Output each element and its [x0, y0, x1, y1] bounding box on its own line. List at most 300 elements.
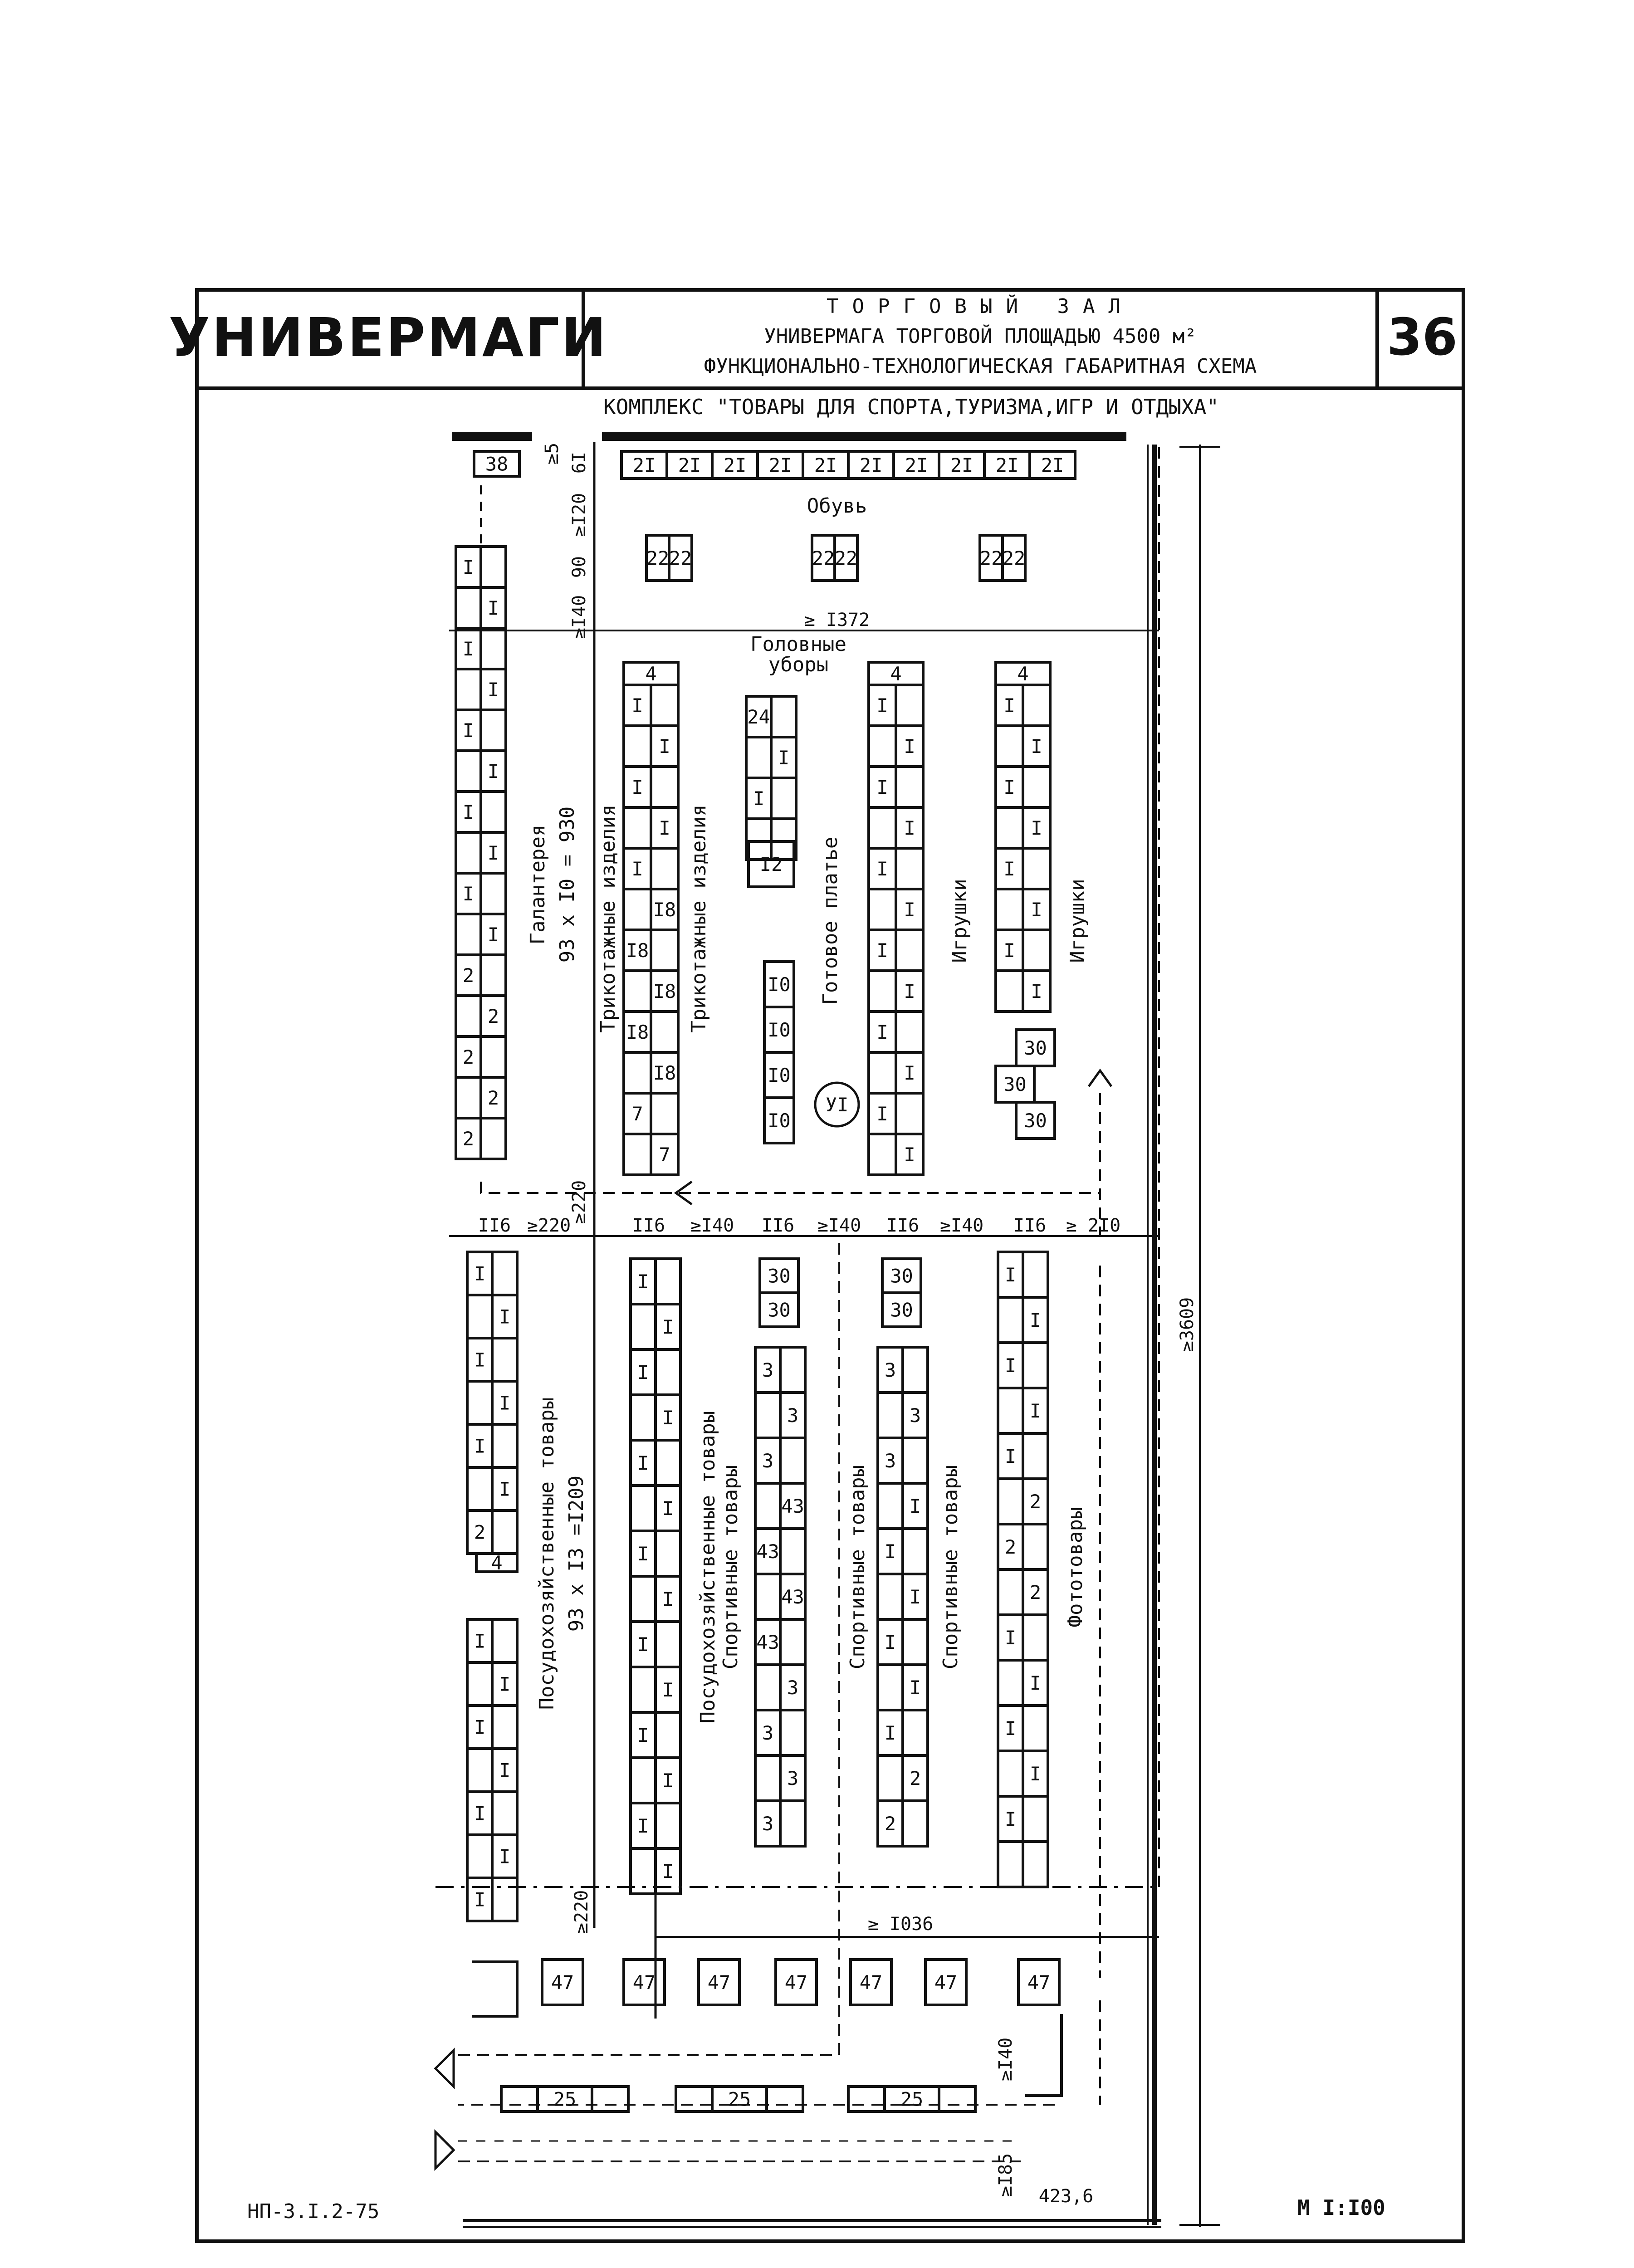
stand-cell	[780, 1438, 805, 1483]
stand-cell	[903, 1619, 928, 1665]
wall-bar-top	[603, 433, 1125, 440]
fixture-label: I	[884, 1540, 896, 1563]
fixture-label: I	[778, 747, 790, 769]
fixture-label: 3	[787, 1767, 799, 1789]
stand-cell	[456, 669, 481, 710]
stand-cell	[456, 587, 481, 628]
fixture-label: I	[659, 735, 670, 758]
fixture-label: 47	[551, 1971, 574, 1994]
fixture-label: I	[637, 1543, 649, 1565]
fixture-label: 2	[1029, 1491, 1042, 1513]
fixture-label: I	[487, 924, 499, 946]
stand-cell	[656, 1349, 680, 1395]
stand-cell	[624, 1134, 651, 1175]
fixture-label: 25	[728, 2088, 751, 2111]
fixture-label: I	[1029, 1763, 1042, 1785]
brand-title: УНИВЕРМАГИ	[195, 288, 585, 390]
stand-cell	[996, 889, 1023, 930]
zone-gotovoe: Готовое платье	[819, 836, 842, 1005]
stand-cell	[456, 751, 481, 792]
fixture-label: I	[499, 1305, 511, 1328]
fixture-label: 4	[1017, 663, 1029, 685]
fixture-label: I	[876, 776, 888, 798]
dim-140-b2: ≥I40	[995, 2037, 1016, 2082]
dim-210: ≥ 2I0	[1066, 1215, 1121, 1236]
stand-cell	[481, 710, 506, 751]
stand-cell	[780, 1529, 805, 1574]
zone-sport-3: Спортивные товары	[939, 1465, 962, 1670]
fixture-label: I	[1003, 694, 1015, 717]
fixture-label: 3	[762, 1359, 774, 1381]
stand-cell	[998, 1751, 1023, 1796]
fixture-label: I	[474, 1716, 486, 1739]
fixture-label: 47	[632, 1971, 656, 1994]
stand-cell	[903, 1529, 928, 1574]
fixture-label: I	[1029, 1400, 1042, 1422]
fixture-label: I	[909, 1677, 921, 1699]
dim-140-c: ≥I40	[939, 1215, 984, 1236]
stand-cell	[631, 1576, 656, 1622]
stand-cell	[1023, 1343, 1048, 1388]
sheet-number: 36	[1379, 288, 1465, 390]
fixture-label: I	[487, 760, 499, 782]
title-line-3: ФУНКЦИОНАЛЬНО-ТЕХНОЛОГИЧЕСКАЯ ГАБАРИТНАЯ СХЕМА	[704, 355, 1257, 378]
stand-cell	[869, 971, 896, 1012]
fixture-label: I	[499, 1392, 511, 1414]
wall-bar-left	[454, 433, 531, 440]
fixture-label: 3	[762, 1450, 774, 1472]
fixture-label: I	[662, 1860, 674, 1882]
fixture-label: I	[1003, 858, 1015, 880]
entrance-arrow-right	[435, 2132, 454, 2168]
dim-1036: ≥ I036	[867, 1914, 934, 1935]
fixture-label: I	[631, 776, 643, 798]
fixture-label: 30	[890, 1299, 913, 1321]
fixture-25-edge	[592, 2087, 628, 2112]
zone-igrushki-1: Игрушки	[948, 879, 971, 963]
fixture-label: I	[662, 1769, 674, 1792]
fixture-label: 47	[859, 1971, 883, 1994]
stand-cell	[467, 1835, 492, 1878]
fixture-label: 2I	[678, 454, 701, 476]
stand-cell	[998, 1842, 1023, 1887]
stand-cell	[746, 737, 771, 778]
fixture-label: 22	[812, 547, 835, 569]
stand-cell	[492, 1424, 517, 1467]
stand-cell	[656, 1531, 680, 1576]
stand-cell	[896, 848, 923, 889]
fixture-label: 47	[1027, 1971, 1051, 1994]
fixture-label: 30	[1003, 1073, 1027, 1095]
stand-cell	[1023, 1615, 1048, 1660]
fixture-25-edge	[501, 2087, 538, 2112]
fixture-label: I	[499, 1478, 511, 1501]
fixture-label: 4	[491, 1552, 503, 1574]
fixture-label: I8	[653, 899, 676, 921]
fixture-label: I	[637, 1815, 649, 1837]
stand-cell	[878, 1574, 903, 1619]
stand-cell	[878, 1483, 903, 1529]
drawing-scale: М I:I00	[1297, 2195, 1385, 2220]
fixture-label: I	[884, 1631, 896, 1653]
zone-galantereya-calc: 93 х I0 = 930	[556, 806, 579, 963]
stand-cell	[869, 1134, 896, 1175]
fixture-label: I	[1029, 1309, 1042, 1331]
fixture-label: I	[884, 1722, 896, 1744]
dim-220-v2: ≥220	[571, 1890, 592, 1934]
fixture-label: 2	[462, 964, 475, 987]
fixture-label: I8	[653, 1062, 676, 1084]
fixture-label: I	[462, 883, 475, 905]
fixture-label: I	[631, 694, 643, 717]
fixture-label: 3	[762, 1813, 774, 1835]
fixture-label: 7	[631, 1103, 643, 1125]
stand-cell	[996, 807, 1023, 848]
dim-1372: ≥ I372	[804, 610, 870, 631]
fixture-label: 2	[1029, 1581, 1042, 1603]
fixture-label: 2	[1004, 1536, 1017, 1558]
fixture-label: 4	[645, 663, 657, 685]
stand-cell	[481, 955, 506, 996]
stand-cell	[492, 1706, 517, 1749]
stand-cell	[755, 1574, 780, 1619]
title-line-2: УНИВЕРМАГА ТОРГОВОЙ ПЛОЩАДЬЮ 4500 м²	[764, 325, 1197, 348]
fixture-label: I	[909, 1586, 921, 1608]
stand-cell	[896, 685, 923, 726]
fixture-label: I	[904, 1144, 915, 1166]
stand-cell	[492, 1338, 517, 1381]
fixture-label: 4	[890, 663, 902, 685]
fixture-label: I	[1004, 1627, 1017, 1649]
stand-cell	[869, 726, 896, 767]
fixture-label: 3	[787, 1404, 799, 1427]
fixture-label: I	[637, 1633, 649, 1656]
fixture-label: I	[462, 556, 475, 578]
fixture-label: 30	[1024, 1037, 1047, 1059]
stand-cell	[1023, 1706, 1048, 1751]
fixture-label: I0	[768, 973, 791, 996]
stand-cell	[1023, 767, 1050, 807]
zone-igrushki-2: Игрушки	[1066, 879, 1089, 963]
stand-cell	[492, 1792, 517, 1835]
stand-cell	[896, 767, 923, 807]
dim-5: ≥5	[542, 442, 563, 465]
fixture-label: I	[1003, 939, 1015, 962]
fixture-label: 22	[834, 547, 858, 569]
dim-116-c: II6	[761, 1215, 795, 1236]
fixture-label: I	[637, 1724, 649, 1746]
stand-cell	[998, 1479, 1023, 1524]
zone-golovnye-2: уборы	[768, 653, 829, 676]
stand-cell	[996, 971, 1023, 1012]
stand-cell	[656, 1712, 680, 1758]
fixture-label: I	[659, 817, 670, 839]
fixture-label: I	[1031, 980, 1042, 1002]
fixture-label: I	[631, 858, 643, 880]
stand-cell	[624, 807, 651, 848]
fixture-label: I	[1004, 1808, 1017, 1830]
stand-cell	[492, 1619, 517, 1662]
fixture-label: I8	[653, 980, 676, 1002]
fixture-label: I0	[768, 1110, 791, 1132]
stand-cell	[656, 1622, 680, 1667]
fixture-label: 38	[485, 453, 509, 475]
fixture-25-edge	[848, 2087, 885, 2112]
stand-cell	[1023, 1842, 1048, 1887]
stand-cell	[651, 1093, 678, 1134]
arrow-up	[1089, 1070, 1111, 1086]
dim-116-a: II6	[478, 1215, 511, 1236]
fixture-label: I0	[768, 1019, 791, 1041]
stand-cell	[1023, 1433, 1048, 1479]
stand-cell	[780, 1619, 805, 1665]
fixture-label: I	[662, 1588, 674, 1610]
fixture-label: I	[662, 1497, 674, 1520]
fixture-label: I	[474, 1435, 486, 1457]
fixture-label: I	[662, 1316, 674, 1338]
stand-cell	[456, 832, 481, 873]
stand-cell	[780, 1710, 805, 1755]
dim-3609: ≥3609	[1177, 1297, 1198, 1352]
fixture-label: 2I	[1041, 454, 1064, 476]
stand-cell	[631, 1304, 656, 1349]
fixture-label: I	[909, 1495, 921, 1517]
fixture-label: I	[876, 694, 888, 717]
dim-90: 90	[569, 556, 590, 578]
fixture-label: I	[753, 787, 765, 810]
stand-cell	[481, 628, 506, 669]
fixture-label: 2	[462, 1046, 475, 1068]
stand-cell	[631, 1758, 656, 1803]
fixture-label: 25	[900, 2088, 924, 2111]
dim-220-h: ≥220	[527, 1215, 571, 1236]
stand-cell	[771, 696, 796, 737]
fixture-25-edge	[939, 2087, 975, 2112]
fixture-label: I	[876, 939, 888, 962]
stand-cell	[481, 547, 506, 587]
stand-cell	[903, 1710, 928, 1755]
stand-cell	[656, 1803, 680, 1848]
fixture-label: I	[487, 842, 499, 864]
fixture-label: I	[637, 1361, 649, 1383]
fixture-label: I	[637, 1271, 649, 1293]
fixture-label: 2	[474, 1521, 486, 1544]
stand-cell	[481, 1036, 506, 1077]
stand-cell	[755, 1755, 780, 1801]
fixture-label: 43	[781, 1495, 804, 1517]
fixture-label: 3	[884, 1450, 896, 1472]
fixture-label: 2I	[768, 454, 792, 476]
fixture-label: I	[462, 801, 475, 823]
stand-cell	[869, 889, 896, 930]
fixture-label: I	[637, 1452, 649, 1474]
fixture-label: I	[487, 679, 499, 701]
dim-116-e: II6	[1013, 1215, 1047, 1236]
stand-cell	[624, 1052, 651, 1093]
fixture-label: 30	[768, 1265, 791, 1287]
fixture-25-edge	[767, 2087, 803, 2112]
stand-cell	[878, 1665, 903, 1710]
dim-120: ≥I20	[569, 493, 590, 537]
stand-cell	[624, 726, 651, 767]
fixture-label: 22	[669, 547, 692, 569]
fixture-label: 2I	[723, 454, 747, 476]
stand-cell	[896, 1012, 923, 1052]
stand-cell	[903, 1347, 928, 1393]
fixture-label: I	[904, 735, 915, 758]
stand-cell	[878, 1393, 903, 1438]
stand-cell	[896, 930, 923, 971]
fixture-label: 30	[890, 1265, 913, 1287]
fixture-label: I	[474, 1262, 486, 1285]
fixture-label: I	[904, 1062, 915, 1084]
fixture-label: I	[904, 817, 915, 839]
fixture-label: 22	[1002, 547, 1026, 569]
stand-cell	[467, 1381, 492, 1424]
fixture-label: 2	[462, 1128, 475, 1150]
stand-cell	[755, 1665, 780, 1710]
stand-cell	[998, 1388, 1023, 1433]
stand-cell	[896, 1093, 923, 1134]
fixture-label: I	[1029, 1672, 1042, 1694]
stand-cell	[1023, 685, 1050, 726]
fixture-label: I	[662, 1407, 674, 1429]
fixture-label: 2I	[905, 454, 928, 476]
fixture-label: 24	[747, 706, 770, 728]
fixture-label: I	[499, 1673, 511, 1696]
fixture-label: 2I	[995, 454, 1019, 476]
fixture-label: I	[1004, 1717, 1017, 1740]
fixture-label: I	[904, 899, 915, 921]
fixture-label: I	[1003, 776, 1015, 798]
stand-cell	[869, 807, 896, 848]
fixture-label: I	[487, 597, 499, 619]
stand-cell	[467, 1749, 492, 1792]
zone-posuda-calc: 93 х I3 =I209	[565, 1475, 588, 1632]
stand-cell	[481, 873, 506, 914]
complex-title: КОМПЛЕКС "ТОВАРЫ ДЛЯ СПОРТА,ТУРИЗМА,ИГР И ОТДЫХА"	[603, 395, 1219, 419]
stand-cell	[456, 914, 481, 955]
stand-cell	[624, 971, 651, 1012]
fixture-label: 2I	[950, 454, 974, 476]
fixture-label: 2	[884, 1813, 896, 1835]
stand-cell	[631, 1395, 656, 1440]
fixture-label: I	[474, 1802, 486, 1825]
stand-cell	[755, 1483, 780, 1529]
stand-cell	[1023, 930, 1050, 971]
fixture-label: 30	[768, 1299, 791, 1321]
zone-golovnye-1: Головные	[750, 633, 846, 656]
fixture-label: I	[462, 638, 475, 660]
fixture-label: I	[1004, 1264, 1017, 1286]
stand-cell	[656, 1259, 680, 1304]
stand-cell	[467, 1467, 492, 1510]
stand-cell	[651, 1012, 678, 1052]
fixture-label: 2I	[632, 454, 656, 476]
stand-cell	[481, 1118, 506, 1159]
fixture-label: 43	[781, 1586, 804, 1608]
stand-cell	[651, 685, 678, 726]
zone-trikotazh-2: Трикотажные изделия	[687, 804, 710, 1033]
fixture-label: I8	[626, 1021, 649, 1043]
fixture-label: I	[1031, 899, 1042, 921]
stand-cell	[780, 1801, 805, 1846]
dim-116-d: II6	[886, 1215, 920, 1236]
stand-cell	[998, 1569, 1023, 1615]
stand-cell	[481, 792, 506, 832]
fixture-label: 30	[1024, 1110, 1047, 1132]
dim-116-b: II6	[632, 1215, 665, 1236]
fixture-label: I	[474, 1888, 486, 1911]
fixture-label: I	[1004, 1445, 1017, 1467]
document-code: НП-3.I.2-75	[247, 2200, 380, 2223]
fixture-label: 47	[934, 1971, 958, 1994]
stand-cell	[651, 848, 678, 889]
stand-cell	[1023, 1524, 1048, 1569]
zone-posuda-2: Посудохозяйственные товары	[696, 1411, 719, 1724]
marker-label: УI	[825, 1094, 849, 1116]
stand-cell	[456, 996, 481, 1036]
stand-cell	[631, 1486, 656, 1531]
fixture-label: 3	[787, 1677, 799, 1699]
fixture-label: 2I	[859, 454, 883, 476]
stand-cell	[1023, 848, 1050, 889]
stand-cell	[780, 1347, 805, 1393]
fixture-label: I	[1004, 1354, 1017, 1377]
fixture-label: I	[1031, 817, 1042, 839]
fixture-label: I	[499, 1759, 511, 1782]
stand-cell	[878, 1755, 903, 1801]
fixture-label: I	[499, 1845, 511, 1868]
fixture-label: 43	[756, 1631, 779, 1653]
dim-140-a: ≥I40	[690, 1215, 734, 1236]
zone-galantereya: Галантерея	[526, 824, 549, 945]
fixture-label: 2	[487, 1005, 499, 1027]
stand-cell	[755, 1393, 780, 1438]
fixture-label: 43	[756, 1540, 779, 1563]
dim-185: ≥I85	[995, 2153, 1016, 2197]
stand-cell	[903, 1801, 928, 1846]
stand-cell	[651, 767, 678, 807]
stand-cell	[903, 1438, 928, 1483]
fixture-label: I	[662, 1679, 674, 1701]
stand-cell	[467, 1662, 492, 1706]
fixture-label: 3	[909, 1404, 921, 1427]
stand-cell	[624, 889, 651, 930]
stand-cell	[631, 1667, 656, 1712]
stand-cell	[998, 1297, 1023, 1343]
fixture-label: I	[474, 1630, 486, 1652]
stand-cell	[998, 1660, 1023, 1706]
stand-cell	[492, 1252, 517, 1295]
fixture-label: I8	[626, 939, 649, 962]
fixture-label: 22	[979, 547, 1003, 569]
fixture-label: 25	[553, 2088, 577, 2111]
fixture-label: 22	[646, 547, 670, 569]
dim-220-v1: ≥220	[569, 1180, 590, 1224]
fixture-label: I	[1031, 735, 1042, 758]
title-line-1: ТОРГОВЫЙ ЗАЛ	[827, 295, 1134, 318]
fixture-label: I0	[768, 1064, 791, 1086]
zone-obuv: Обувь	[807, 494, 867, 518]
stand-cell	[656, 1440, 680, 1486]
zone-posuda-1: Посудохозяйственные товары	[535, 1397, 558, 1710]
zone-sport-1: Спортивные товары	[719, 1465, 742, 1670]
fixture-label: 7	[659, 1144, 670, 1166]
stand-cell	[996, 726, 1023, 767]
fixture-label: I	[876, 1103, 888, 1125]
fixture-label: 3	[762, 1722, 774, 1744]
